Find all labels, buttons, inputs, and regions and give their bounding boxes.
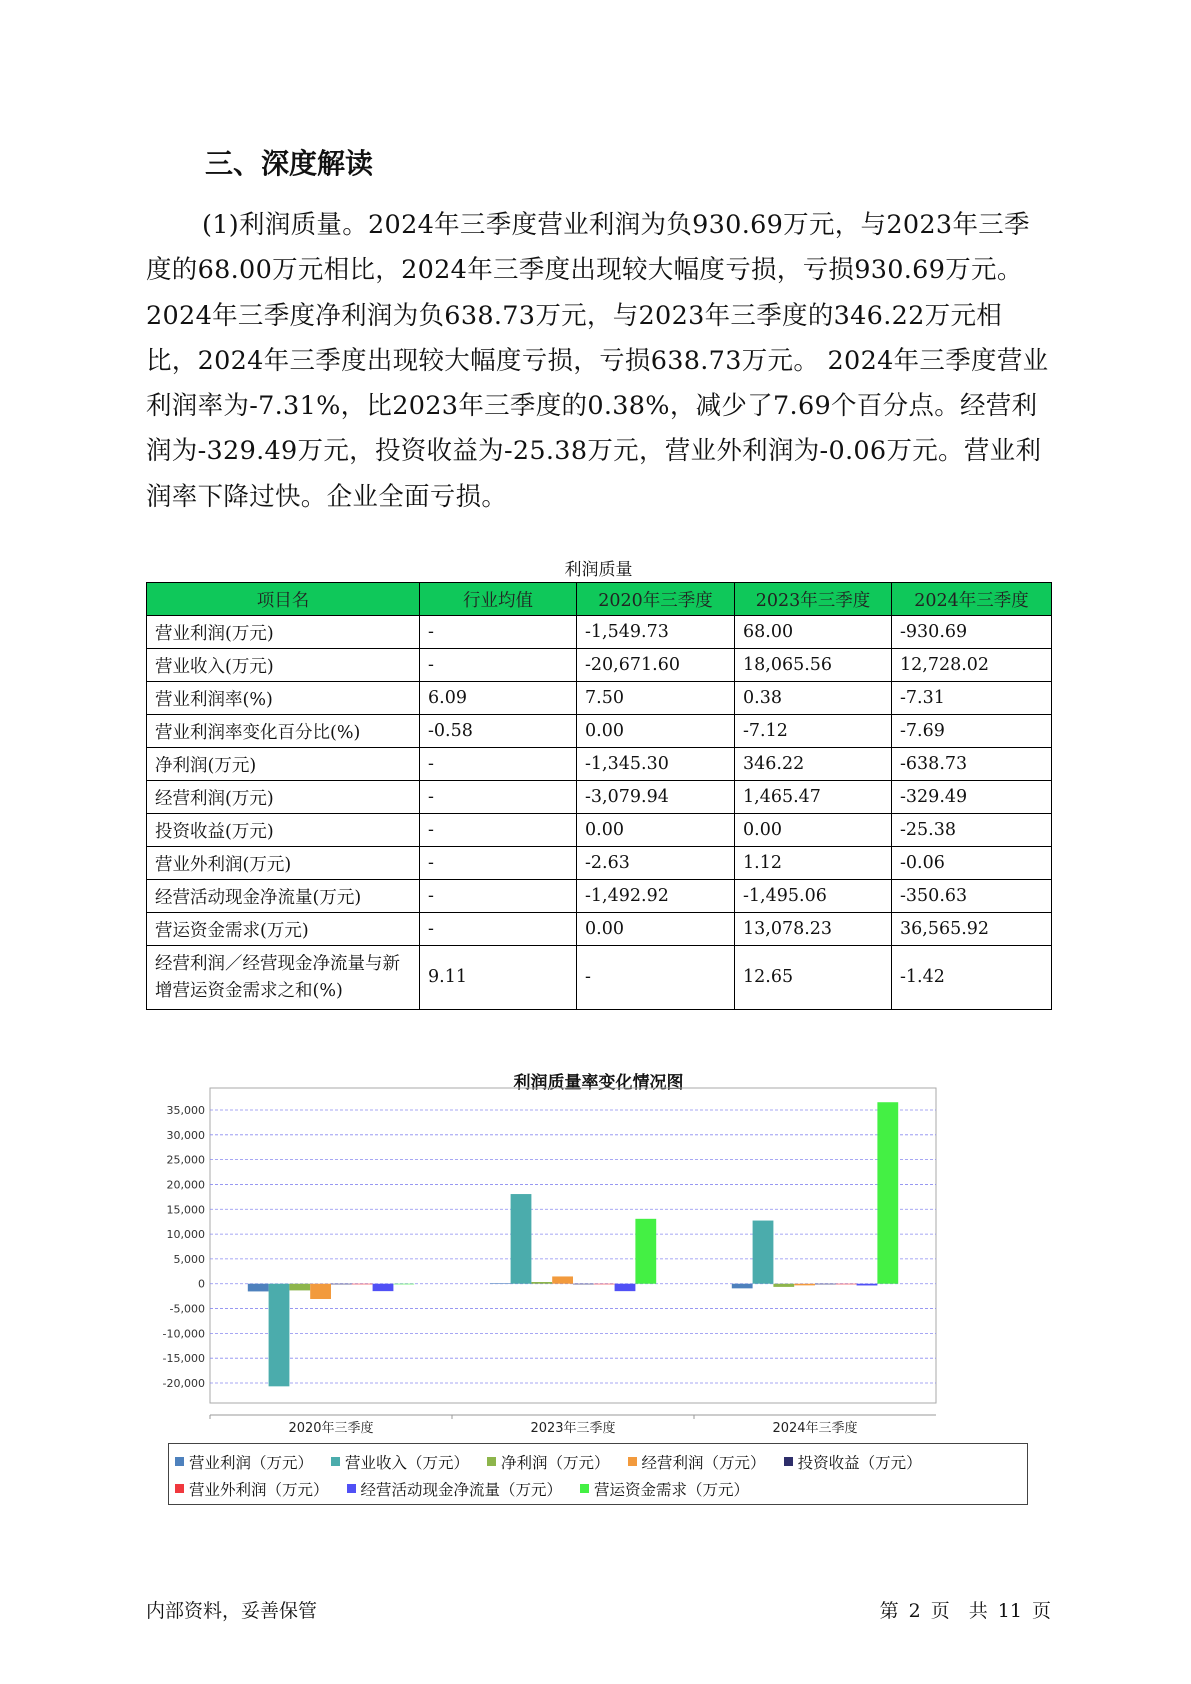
bar (857, 1284, 878, 1286)
value-cell: 0.00 (577, 913, 735, 946)
value-cell: -7.12 (735, 715, 892, 748)
y-tick-label: 15,000 (166, 1203, 205, 1217)
header-2023q3: 2023年三季度 (735, 583, 892, 616)
value-cell: -638.73 (892, 748, 1052, 781)
value-cell: 0.00 (577, 814, 735, 847)
section-heading: 三、深度解读 (205, 147, 374, 180)
row-label-cell: 营业利润率变化百分比(%) (147, 715, 420, 748)
value-cell: -1,549.73 (577, 616, 735, 649)
y-tick-label: -10,000 (162, 1327, 205, 1341)
value-cell: -20,671.60 (577, 649, 735, 682)
value-cell: 36,565.92 (892, 913, 1052, 946)
value-cell: -350.63 (892, 880, 1052, 913)
y-tick-label: 20,000 (166, 1178, 205, 1192)
value-cell: -1,345.30 (577, 748, 735, 781)
bar (615, 1284, 636, 1291)
table-row (147, 616, 1052, 649)
value-cell: -329.49 (892, 781, 1052, 814)
bar (531, 1282, 552, 1284)
profit-quality-paragraph: (1)利润质量。2024年三季度营业利润为负930.69万元，与2023年三季度的68.00万元相比，2024年三季度出现较大幅度亏损，亏损930.69万元。2024年三季度净利润为负638.73万元，与2023年三季度的346.22万元相比，2024年三季度出现较大幅度亏损，亏损638.73万元。 2024年三季度营业利润率为-7.31%，比2023年三季度的0.38%，减少了7.69个百分点。经营利润为-329.49万元，投资收益为-25.38万元，营业外利润为-0.06万元。营业利润率下降过快。企业全面亏损。 (146, 210, 1049, 512)
value-cell: -1.42 (892, 946, 1052, 1010)
value-cell: 346.22 (735, 748, 892, 781)
table-row (147, 748, 1052, 781)
table-body (147, 616, 1052, 1010)
value-cell: -1,492.92 (577, 880, 735, 913)
y-tick-label: 30,000 (166, 1128, 205, 1142)
table-row (147, 847, 1052, 880)
value-cell: 68.00 (735, 616, 892, 649)
value-cell: -25.38 (892, 814, 1052, 847)
value-cell: 13,078.23 (735, 913, 892, 946)
value-cell: - (420, 781, 577, 814)
legend-swatch (175, 1457, 184, 1466)
row-label-cell: 营业利润(万元) (147, 616, 420, 649)
bar (594, 1284, 615, 1285)
y-tick-label: -15,000 (162, 1352, 205, 1366)
row-label-cell: 营业收入(万元) (147, 649, 420, 682)
bar (269, 1284, 290, 1387)
table-row (147, 781, 1052, 814)
value-cell: 6.09 (420, 682, 577, 715)
header-industry-avg: 行业均值 (420, 583, 577, 616)
y-tick-label: 10,000 (166, 1228, 205, 1242)
row-label-cell: 经营活动现金净流量(万元) (147, 880, 420, 913)
value-cell: - (420, 748, 577, 781)
table-row (147, 814, 1052, 847)
legend-entry (175, 1448, 313, 1475)
value-cell: 9.11 (420, 946, 577, 1010)
y-tick-label: 35,000 (166, 1104, 205, 1117)
bar (753, 1221, 774, 1284)
bar (815, 1284, 836, 1285)
row-label-cell: 经营利润／经营现金净流量与新增营运资金需求之和(%) (147, 946, 420, 1010)
chart-plot (146, 1058, 1051, 1438)
profit-quality-chart (146, 1058, 1051, 1518)
y-tick-label: -20,000 (162, 1377, 205, 1390)
value-cell: - (420, 913, 577, 946)
bar (289, 1284, 310, 1291)
bar (732, 1284, 753, 1289)
legend-label: 营业外利润（万元） (189, 1480, 329, 1499)
legend-entry (580, 1475, 749, 1502)
value-cell: - (420, 814, 577, 847)
legend-label: 营业利润（万元） (189, 1453, 314, 1472)
value-cell: - (420, 847, 577, 880)
table-row (147, 880, 1052, 913)
row-label-cell: 营业利润率(%) (147, 682, 420, 715)
chart-title: 利润质量率变化情况图 (513, 1073, 684, 1093)
legend-entry (331, 1448, 469, 1475)
chart-legend (168, 1443, 1028, 1505)
legend-label: 投资收益（万元） (797, 1453, 922, 1472)
bar (773, 1284, 794, 1287)
y-tick-label: 0 (198, 1277, 205, 1291)
legend-entry (347, 1475, 563, 1502)
legend-label: 净利润（万元） (501, 1453, 610, 1472)
legend-label: 营运资金需求（万元） (594, 1480, 750, 1499)
legend-entry (175, 1475, 329, 1502)
legend-label: 经营利润（万元） (641, 1453, 766, 1472)
footer-confidential: 内部资料，妥善保管 (146, 1600, 318, 1622)
bar (552, 1276, 573, 1283)
header-item: 项目名 (147, 583, 420, 616)
header-2024q3: 2024年三季度 (892, 583, 1052, 616)
legend-label: 营业收入（万元） (345, 1453, 470, 1472)
table-header-row (147, 583, 1052, 616)
x-category-label: 2020年三季度 (288, 1421, 374, 1436)
bar (635, 1219, 656, 1284)
value-cell: -1,495.06 (735, 880, 892, 913)
row-label-cell: 投资收益(万元) (147, 814, 420, 847)
table-row (147, 946, 1052, 1010)
value-cell: -0.06 (892, 847, 1052, 880)
value-cell: 12,728.02 (892, 649, 1052, 682)
table-row (147, 913, 1052, 946)
legend-swatch (347, 1484, 356, 1493)
value-cell: - (420, 616, 577, 649)
legend-swatch (628, 1457, 637, 1466)
bar (310, 1284, 331, 1299)
bar (490, 1283, 511, 1284)
value-cell: -2.63 (577, 847, 735, 880)
y-tick-label: -5,000 (169, 1302, 205, 1316)
legend-swatch (331, 1457, 340, 1466)
value-cell: -3,079.94 (577, 781, 735, 814)
value-cell: 1,465.47 (735, 781, 892, 814)
value-cell: 0.38 (735, 682, 892, 715)
value-cell: 0.00 (735, 814, 892, 847)
value-cell: - (420, 880, 577, 913)
legend-swatch (175, 1484, 184, 1493)
legend-swatch (580, 1484, 589, 1493)
value-cell: 7.50 (577, 682, 735, 715)
plot-frame (210, 1088, 936, 1403)
x-category-label: 2024年三季度 (772, 1421, 858, 1436)
legend-swatch (784, 1457, 793, 1466)
y-tick-label: 25,000 (166, 1153, 205, 1167)
header-2020q3: 2020年三季度 (577, 583, 735, 616)
y-tick-label: 5,000 (173, 1252, 205, 1266)
value-cell: -0.58 (420, 715, 577, 748)
bar (794, 1284, 815, 1286)
bar (573, 1284, 594, 1285)
legend-entry (784, 1448, 922, 1475)
table-caption: 利润质量 (564, 560, 633, 580)
legend-swatch (487, 1457, 496, 1466)
bar (836, 1284, 857, 1285)
bar (511, 1194, 532, 1284)
bar (877, 1102, 898, 1284)
table-row (147, 649, 1052, 682)
value-cell: 18,065.56 (735, 649, 892, 682)
bar (373, 1284, 394, 1291)
value-cell: 12.65 (735, 946, 892, 1010)
value-cell: -7.69 (892, 715, 1052, 748)
table-row (147, 715, 1052, 748)
bar (393, 1284, 414, 1285)
row-label-cell: 营业外利润(万元) (147, 847, 420, 880)
table-row (147, 682, 1052, 715)
bar (248, 1284, 269, 1292)
legend-entry (487, 1448, 610, 1475)
value-cell: -7.31 (892, 682, 1052, 715)
row-label-cell: 经营利润(万元) (147, 781, 420, 814)
legend-label: 经营活动现金净流量（万元） (360, 1480, 563, 1499)
bar (352, 1284, 373, 1285)
row-label-cell: 净利润(万元) (147, 748, 420, 781)
bar (331, 1284, 352, 1285)
value-cell: 1.12 (735, 847, 892, 880)
value-cell: - (577, 946, 735, 1010)
value-cell: 0.00 (577, 715, 735, 748)
row-label-cell: 营运资金需求(万元) (147, 913, 420, 946)
value-cell: -930.69 (892, 616, 1052, 649)
x-category-label: 2023年三季度 (530, 1421, 616, 1436)
footer-page-number: 第 2 页 共 11 页 (879, 1600, 1051, 1622)
profit-quality-table (146, 582, 1052, 1010)
value-cell: - (420, 649, 577, 682)
legend-entry (628, 1448, 766, 1475)
